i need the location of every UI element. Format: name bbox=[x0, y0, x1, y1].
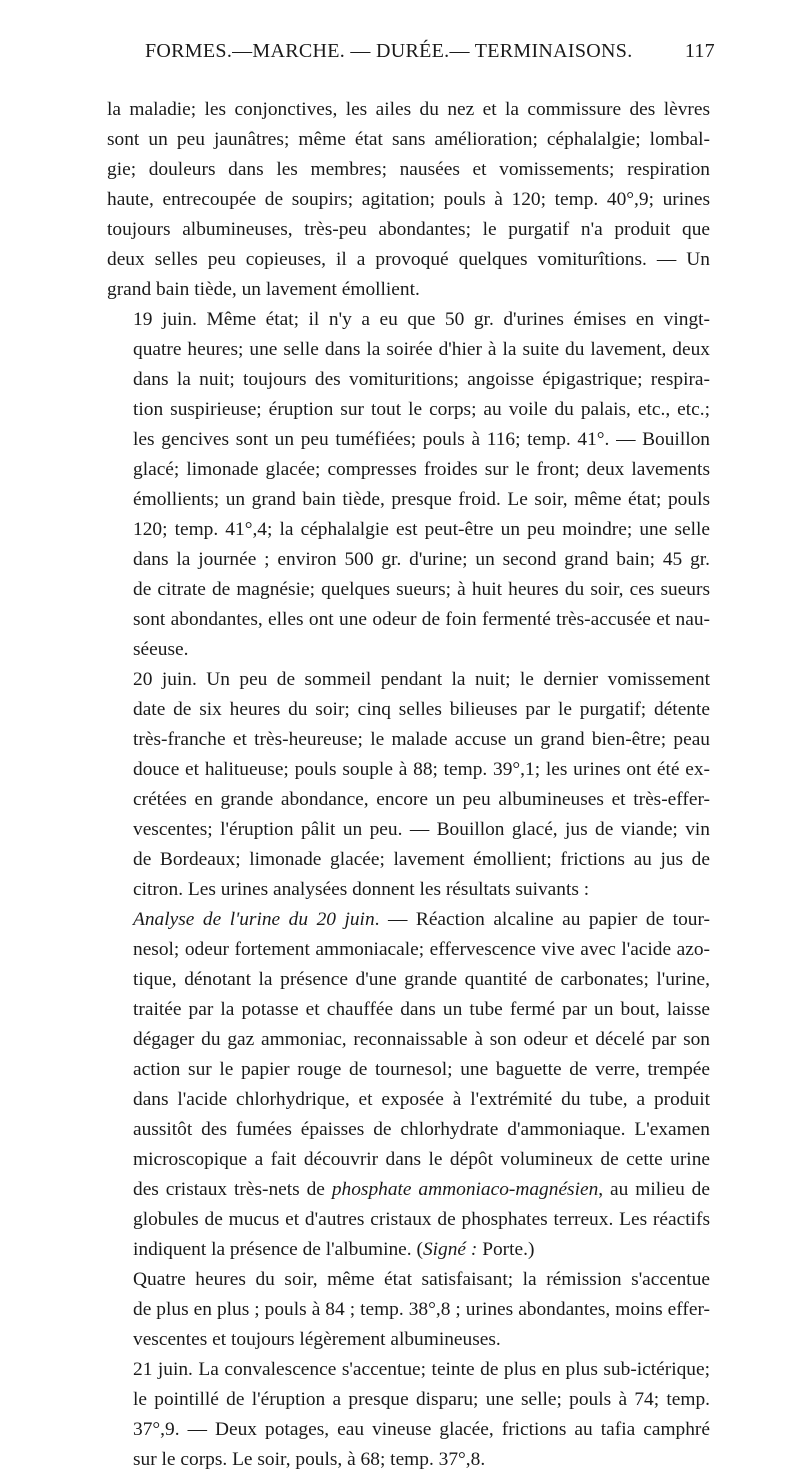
text-line: action sur le papier rouge de tournesol; une baguette de verre, trempée bbox=[133, 1059, 710, 1080]
text-line: glacé; limonade glacée; compresses froides sur le front; deux lavements bbox=[133, 459, 710, 480]
text-line: microscopique a fait découvrir dans le dépôt volumineux de cette urine bbox=[133, 1149, 710, 1170]
text-line: quatre heures; une selle dans la soirée d'hier à la suite du lavement, deux bbox=[133, 339, 710, 360]
text-line: haute, entrecoupée de soupirs; agitation; pouls à 120; temp. 40°,9; urines bbox=[107, 189, 710, 210]
text-line: de plus en plus ; pouls à 84 ; temp. 38°,8 ; urines abondantes, moins effer- bbox=[133, 1299, 710, 1320]
text-body bbox=[107, 95, 710, 1475]
text-line: de Bordeaux; limonade glacée; lavement émollient; frictions au jus de bbox=[133, 849, 710, 870]
running-head bbox=[145, 40, 715, 70]
text-line: vescentes et toujours légèrement albumineuses. bbox=[133, 1329, 501, 1350]
running-title: FORMES.—MARCHE. — DURÉE.— TERMINAISONS. bbox=[145, 40, 633, 62]
text-line: des cristaux très-nets de phosphate ammoniaco-magnésien, au milieu de bbox=[133, 1179, 710, 1200]
text-line: très-franche et très-heureuse; le malade accuse un grand bien-être; peau bbox=[133, 729, 710, 750]
text-line: aussitôt des fumées épaisses de chlorhydrate d'ammoniaque. L'examen bbox=[133, 1119, 710, 1140]
text-line: 19 juin. Même état; il n'y a eu que 50 gr. d'urines émises en vingt- bbox=[133, 309, 710, 330]
paragraph bbox=[107, 905, 710, 1265]
text-line: 20 juin. Un peu de sommeil pendant la nuit; le dernier vomissement bbox=[133, 669, 710, 690]
text-line: Analyse de l'urine du 20 juin. — Réaction alcaline au papier de tour- bbox=[133, 909, 710, 930]
text-line: la maladie; les conjonctives, les ailes du nez et la commissure des lèvres bbox=[107, 99, 710, 120]
text-line: séeuse. bbox=[133, 639, 189, 660]
text-line: deux selles peu copieuses, il a provoqué quelques vomiturîtions. — Un bbox=[107, 249, 710, 270]
page-number: 117 bbox=[684, 40, 715, 62]
text-line: traitée par la potasse et chauffée dans un tube fermé par un bout, laisse bbox=[133, 999, 710, 1020]
text-line: sont abondantes, elles ont une odeur de foin fermenté très-accusée et nau- bbox=[133, 609, 710, 630]
text-line: indiquent la présence de l'albumine. (Signé : Porte.) bbox=[133, 1239, 535, 1260]
text-line: grand bain tiède, un lavement émollient. bbox=[107, 279, 420, 300]
text-line: 37°,9. — Deux potages, eau vineuse glacée, frictions au tafia camphré bbox=[133, 1419, 710, 1440]
text-line: sur le corps. Le soir, pouls, à 68; temp. 37°,8. bbox=[133, 1449, 486, 1470]
text-line: dans l'acide chlorhydrique, et exposée à l'extrémité du tube, a produit bbox=[133, 1089, 710, 1110]
text-line: toujours albumineuses, très-peu abondantes; le purgatif n'a produit que bbox=[107, 219, 710, 240]
text-line: nesol; odeur fortement ammoniacale; effervescence vive avec l'acide azo- bbox=[133, 939, 710, 960]
paragraph bbox=[107, 95, 710, 305]
paragraph bbox=[107, 665, 710, 905]
text-line: les gencives sont un peu tuméfiées; pouls à 116; temp. 41°. — Bouillon bbox=[133, 429, 710, 450]
text-line: 120; temp. 41°,4; la céphalalgie est peut-être un peu moindre; une selle bbox=[133, 519, 710, 540]
text-line: tion suspirieuse; éruption sur tout le corps; au voile du palais, etc., etc.; bbox=[133, 399, 710, 420]
text-line: date de six heures du soir; cinq selles bilieuses par le purgatif; détente bbox=[133, 699, 710, 720]
text-line: de citrate de magnésie; quelques sueurs; à huit heures du soir, ces sueurs bbox=[133, 579, 710, 600]
text-line: vescentes; l'éruption pâlit un peu. — Bouillon glacé, jus de viande; vin bbox=[133, 819, 710, 840]
paragraph bbox=[107, 305, 710, 665]
text-line: tique, dénotant la présence d'une grande quantité de carbonates; l'urine, bbox=[133, 969, 710, 990]
text-line: Quatre heures du soir, même état satisfaisant; la rémission s'accentue bbox=[133, 1269, 710, 1290]
text-line: émollients; un grand bain tiède, presque froid. Le soir, même état; pouls bbox=[133, 489, 710, 510]
text-line: sont un peu jaunâtres; même état sans amélioration; céphalalgie; lombal- bbox=[107, 129, 710, 150]
text-line: dans la journée ; environ 500 gr. d'urine; un second grand bain; 45 gr. bbox=[133, 549, 710, 570]
text-line: citron. Les urines analysées donnent les résultats suivants : bbox=[133, 879, 590, 900]
text-line: le pointillé de l'éruption a presque disparu; une selle; pouls à 74; temp. bbox=[133, 1389, 710, 1410]
paragraph bbox=[107, 1355, 710, 1475]
text-line: dans la nuit; toujours des vomituritions; angoisse épigastrique; respira- bbox=[133, 369, 710, 390]
text-line: dégager du gaz ammoniac, reconnaissable à son odeur et décelé par son bbox=[133, 1029, 710, 1050]
text-line: 21 juin. La convalescence s'accentue; teinte de plus en plus sub-ictérique; bbox=[133, 1359, 710, 1380]
text-line: crétées en grande abondance, encore un peu albumineuses et très-effer- bbox=[133, 789, 710, 810]
text-line: gie; douleurs dans les membres; nausées et vomissements; respiration bbox=[107, 159, 710, 180]
text-line: globules de mucus et d'autres cristaux de phosphates terreux. Les réactifs bbox=[133, 1209, 710, 1230]
text-line: douce et halitueuse; pouls souple à 88; temp. 39°,1; les urines ont été ex- bbox=[133, 759, 710, 780]
paragraph bbox=[107, 1265, 710, 1355]
